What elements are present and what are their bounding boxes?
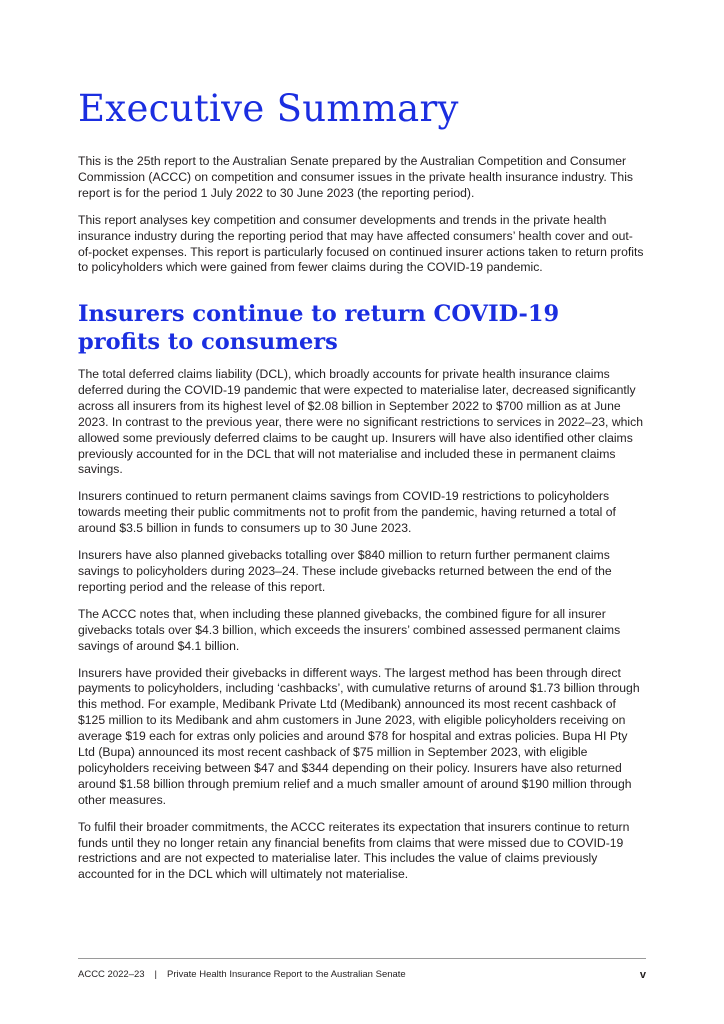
intro-paragraph: This report analyses key competition and consumer developments and trends in the private health insurance industry during the reporting period that may have affected consumers’ health cover and out-of-pocket expenses. This report is particularly focused on continued insurer actions taken to return profits to policyholders which were gained from fewer claims during the COVID-19 pandemic. xyxy=(78,212,644,275)
page-title: Executive Summary xyxy=(78,87,459,130)
section-body xyxy=(78,367,646,894)
footer-divider xyxy=(78,958,646,959)
body-paragraph: Insurers have provided their givebacks in different ways. The largest method has been through direct payments to policyholders, including ‘cashbacks’, with cumulative returns of around $1.73 billion through this method. For example, Medibank Private Ltd (Medibank) announced its most recent cashback of $125 million to its Medibank and ahm customers in June 2023, with eligible policyholders receiving on average $19 each for extras only policies and around $78 for hospital and extras policies. Bupa HI Pty Ltd (Bupa) announced its most recent cashback of $75 million in September 2023, with eligible policyholders receiving between $47 and $344 depending on their policy. Insurers have also returned around $1.58 billion through premium relief and a much smaller amount of around $190 million through other measures. xyxy=(78,665,640,807)
page-footer xyxy=(78,968,646,982)
body-paragraph: Insurers continued to return permanent claims savings from COVID-19 restrictions to policyholders towards meeting their public commitments not to profit from the pandemic, having returned a total of around $3.5 billion in funds to consumers up to 30 June 2023. xyxy=(78,489,616,536)
footer-separator: | xyxy=(154,969,158,980)
body-paragraph: Insurers have also planned givebacks totalling over $840 million to return further permanent claims savings to policyholders during 2023–24. These include givebacks returned between the end of the reporting period and the release of this report. xyxy=(78,548,612,594)
page-number: v xyxy=(639,969,646,981)
intro-paragraph: This is the 25th report to the Australian Senate prepared by the Australian Competition and Consumer Commission (ACCC) on competition and consumer issues in the private health insurance industry. This report is for the period 1 July 2022 to 30 June 2023 (the reporting period). xyxy=(78,154,634,200)
footer-report-title: Private Health Insurance Report to the Australian Senate xyxy=(167,969,406,980)
body-paragraph: The total deferred claims liability (DCL), which broadly accounts for private health insurance claims deferred during the COVID-19 pandemic that were expected to materialise later, decreased significantly across all insurers from its highest level of $2.08 billion in September 2022 to $700 million as at June 2023. In contrast to the previous year, there were no significant restrictions to services in 2022–23, which allowed some previously deferred claims to be caught up. Insurers will have also identified other claims previously accounted for in the DCL that will not materialise and included these in permanent claims savings. xyxy=(78,367,643,477)
footer-org: ACCC 2022–23 xyxy=(78,969,145,980)
section-heading: Insurers continue to return COVID-19 profits to consumers xyxy=(78,301,560,355)
document-page xyxy=(78,0,646,1024)
body-paragraph: To fulfil their broader commitments, the ACCC reiterates its expectation that insurers continue to return funds until they no longer retain any financial benefits from claims that were missed due to COVID-19 restrictions and are not expected to materialise later. This includes the value of claims previously accounted for in the DCL which will ultimately not materialise. xyxy=(78,819,630,882)
body-paragraph: The ACCC notes that, when including these planned givebacks, the combined figure for all insurer givebacks totals over $4.3 billion, which exceeds the insurers’ combined assessed permanent claims savings of around $4.1 billion. xyxy=(78,606,621,653)
intro-section xyxy=(78,154,646,287)
